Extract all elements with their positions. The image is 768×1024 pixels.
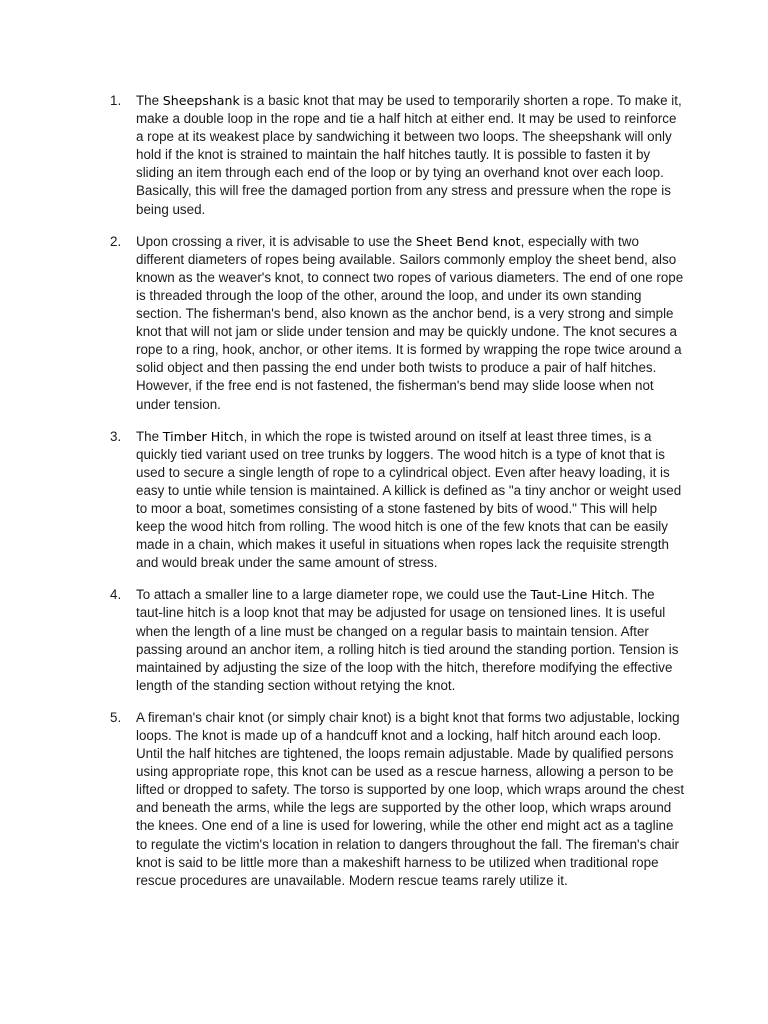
knot-name: Sheet Bend knot — [415, 233, 521, 249]
list-number: 1. — [110, 93, 122, 108]
item-text: Upon crossing a river, it is advisable to use the — [136, 233, 416, 249]
list-item — [100, 709, 685, 890]
knot-name: Sheepshank — [162, 93, 240, 108]
list-number: 4. — [110, 587, 122, 603]
item-text: . The taut-line hitch is a loop knot that may be adjusted for usage on tensioned lines. It is useful when the length of a line must be changed on a regular basis to maintain tension. After passing around an anchor item, a rolling hitch is tied around the standing portion. Tension is maintained by adjusting the size of the loop with the hitch, therefore modifying the effective length of the standing section without retying the knot. — [136, 587, 679, 693]
knot-name: Timber Hitch — [162, 428, 244, 444]
knot-list — [100, 92, 685, 904]
item-text: , especially with two different diameters of ropes being available. Sailors commonly employ the sheet bend, also known as the weaver's knot, to connect two ropes of various diameters. The end of one rope is threaded through the loop of the other, around the loop, and under its own standing section. The fisherman's bend, also known as the anchor bend, is a very strong and simple knot that will not jam or slide under tension and may be quickly undone. The knot secures a rope to a ring, hook, anchor, or other items. It is formed by wrapping the rope twice around a solid object and then passing the end under both twists to produce a pair of half hitches. However, if the free end is not fastened, the fisherman's bend may slide loose when not under tension. — [136, 233, 684, 412]
list-number: 5. — [110, 709, 122, 725]
list-number: 3. — [110, 428, 122, 444]
list-item — [100, 586, 685, 695]
item-text: To attach a smaller line to a large diameter rope, we could use the — [136, 587, 531, 603]
item-text: A fireman's chair knot (or simply chair knot) is a bight knot that forms two adjustable, locking loops. The knot is made up of a handcuff knot and a locking, half hitch around each loop. Until the half hitches are tightened, the loops remain adjustable. Made by qualified persons using appropriate rope, this knot can be used as a rescue harness, allowing a person to be lifted or dropped to safety. The torso is supported by one loop, which wraps around the chest and beneath the arms, while the legs are supported by the other loop, which wraps around the knees. One end of a line is used for lowering, while the other end might act as a tagline to regulate the victim's location in relation to dangers throughout the fall. The fireman's chair knot is said to be little more than a makeshift harness to be utilized when traditional rope rescue procedures are unavailable. Modern rescue teams rarely utilize it. — [136, 709, 685, 888]
item-text: The — [136, 428, 163, 444]
list-item — [100, 233, 685, 414]
item-text: The — [136, 93, 163, 108]
knot-name: Taut-Line Hitch — [530, 587, 625, 603]
item-text: , in which the rope is twisted around on itself at least three times, is a quickly tied variant used on tree trunks by loggers. The wood hitch is a type of knot that is used to secure a single length of rope to a cylindrical object. Even after heavy loading, it is easy to untie while tension is maintained. A killick is defined as "a tiny anchor or weight used to moor a boat, sometimes consisting of a stone fastened by bits of wood." This will help keep the wood hitch from rolling. The wood hitch is one of the few knots that can be easily made in a chain, which makes it useful in situations when ropes lack the requisite strength and would break under the same amount of stress. — [136, 428, 682, 571]
list-item — [100, 92, 685, 219]
item-text: is a basic knot that may be used to temporarily shorten a rope. To make it, make a double loop in the rope and tie a half hitch at either end. It may be used to reinforce a rope at its weakest place by sandwiching it between two loops. The sheepshank will only hold if the knot is strained to maintain the half hitches tautly. It is possible to fasten it by sliding an item through each end of the loop or by tying an overhand knot over each loop. Basically, this will free the damaged portion from any stress and pressure when the rope is being used. — [136, 93, 682, 217]
list-number: 2. — [110, 233, 122, 249]
list-item — [100, 428, 685, 573]
